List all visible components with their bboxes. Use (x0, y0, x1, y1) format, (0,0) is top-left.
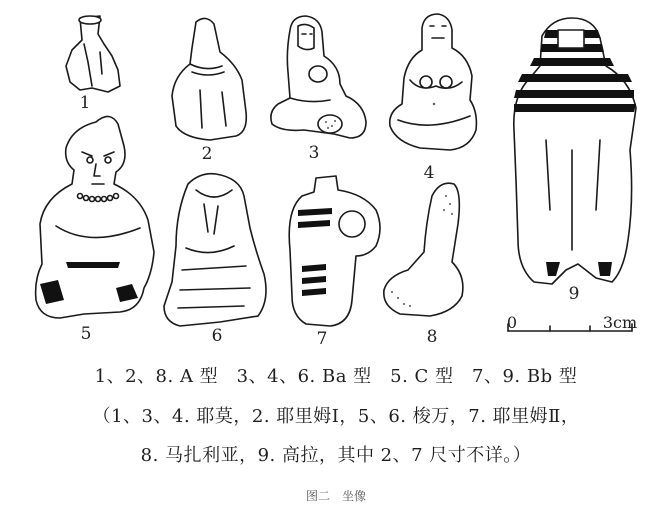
figure-number: 图二 (305, 489, 330, 503)
scale-label-start: 0 (506, 313, 518, 332)
figurine-label-7: 7 (316, 329, 328, 349)
figurine-label-6: 6 (211, 326, 223, 346)
figurine-4-drawing (390, 14, 477, 150)
figurine-label-3: 3 (308, 143, 320, 163)
figurine-label-9: 9 (568, 284, 580, 304)
scale-label-end: 3cm (602, 313, 638, 332)
figurine-label-8: 8 (426, 327, 438, 347)
figurine-9-drawing (514, 18, 636, 284)
figurine-label-4: 4 (423, 163, 435, 183)
caption-line-sites-1: （1、3、4. 耶莫，2. 耶里姆Ⅰ，5、6. 梭万，7. 耶里姆Ⅱ， (92, 406, 580, 427)
figurine-8-drawing (384, 183, 463, 316)
figurine-label-1: 1 (79, 93, 91, 113)
figurine-5-drawing (36, 116, 154, 318)
figurine-7-drawing (289, 176, 380, 326)
figurine-6-drawing (164, 174, 266, 326)
figurine-1-drawing (66, 16, 120, 92)
figurine-label-2: 2 (201, 144, 213, 164)
caption-line-sites-2: 8. 马扎利亚，9. 高拉，其中 2、7 尺寸不详。） (140, 445, 532, 466)
figure-title (0, 487, 672, 504)
figurine-2-drawing (172, 18, 246, 140)
figurine-3-drawing (271, 16, 366, 138)
figure-name: 坐像 (342, 489, 367, 503)
figurine-label-5: 5 (80, 324, 92, 344)
caption-line-types: 1、2、8. A 型 3、4、6. Ba 型 5. C 型 7、9. Bb 型 (94, 366, 578, 387)
